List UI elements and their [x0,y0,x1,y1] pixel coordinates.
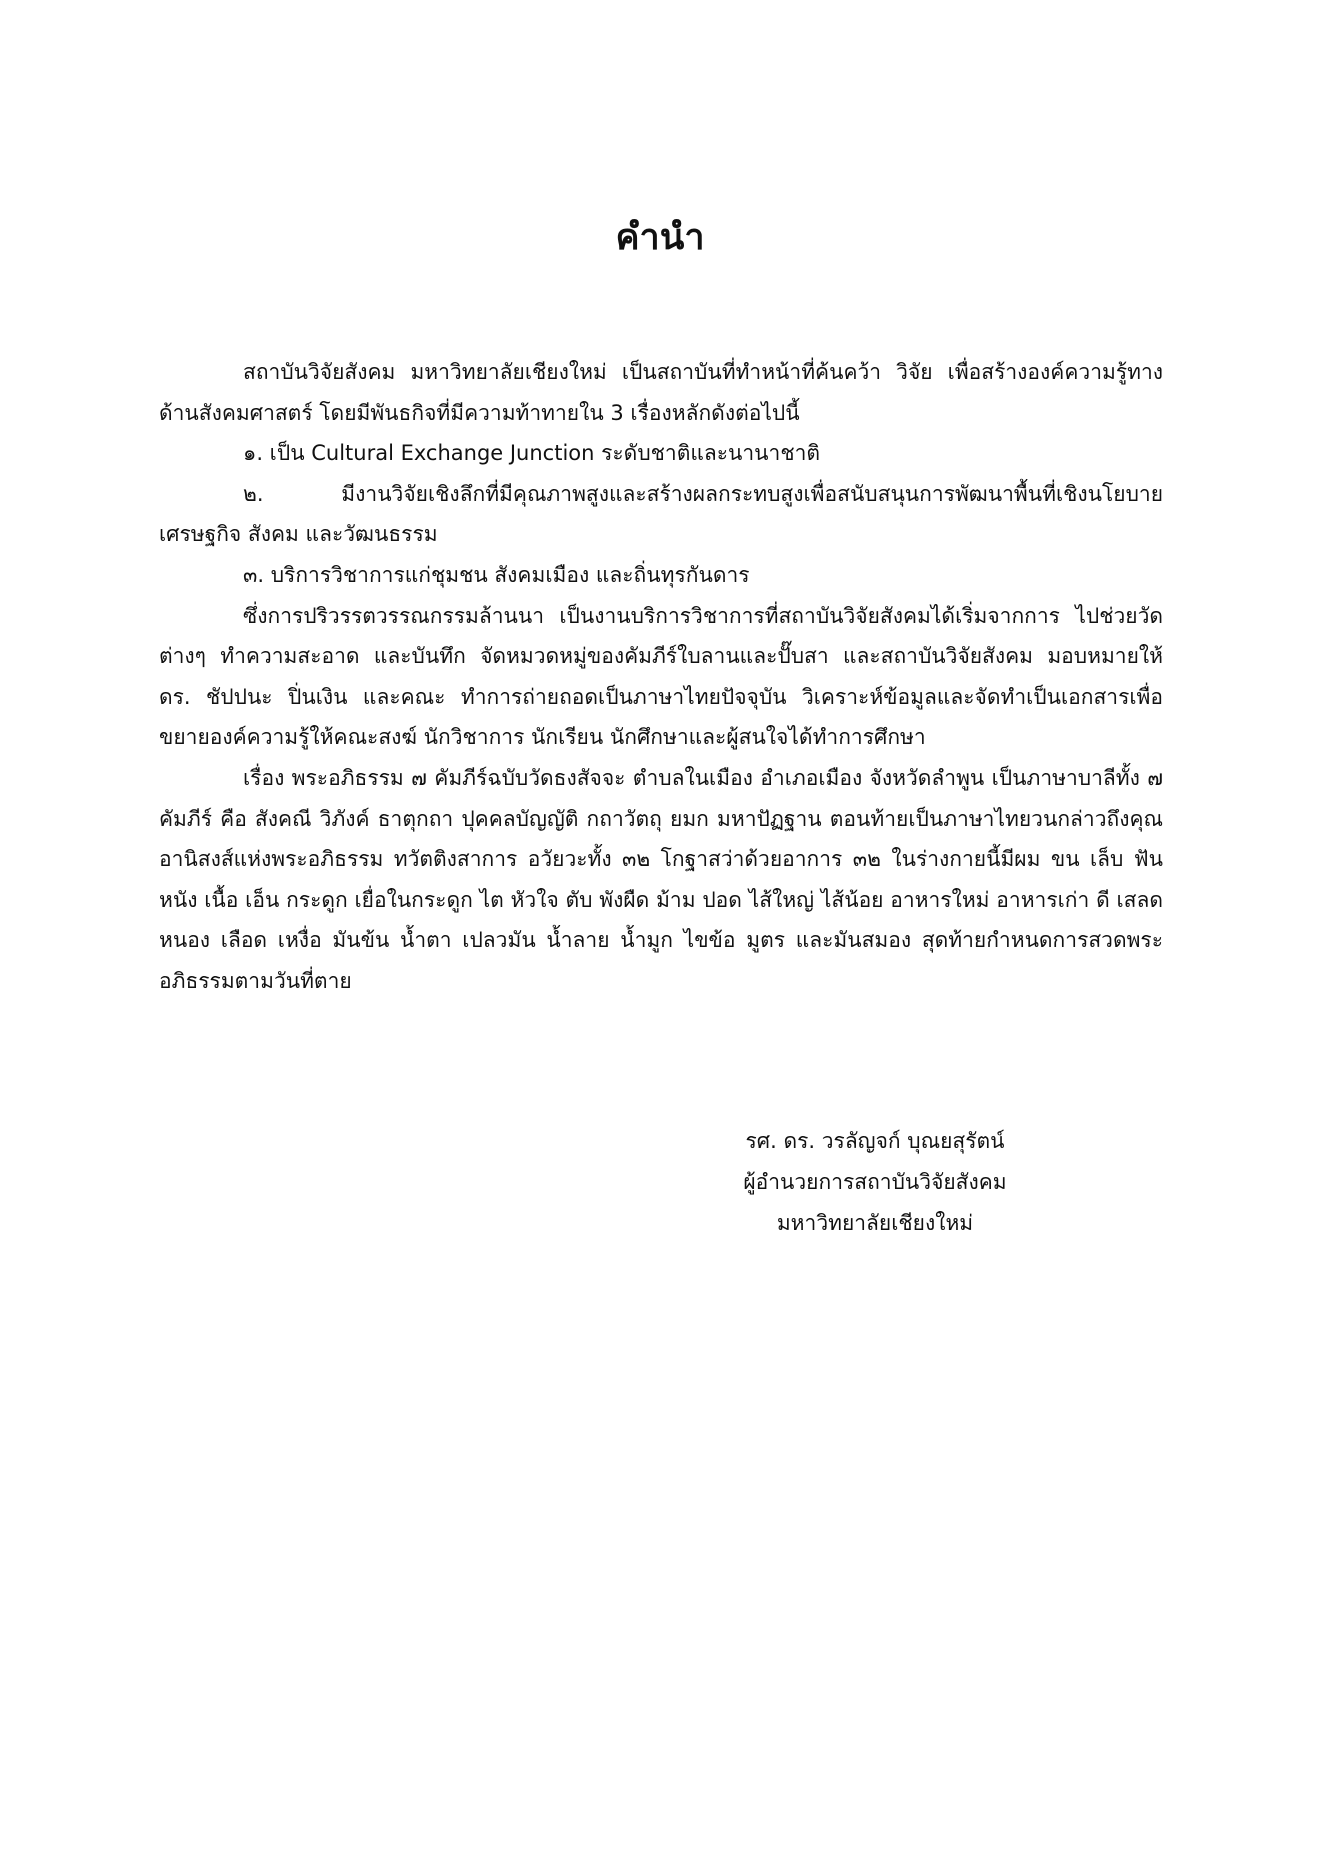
mission-item-2: ๒. มีงานวิจัยเชิงลึกที่มีคุณภาพสูงและสร้างผลกระทบสูงเพื่อสนับสนุนการพัฒนาพื้นที่เชิงนโยบาย เศรษฐกิจ สังคม และวัฒนธรรม [159,481,1163,547]
paragraph-abhidhamma: เรื่อง พระอภิธรรม ๗ คัมภีร์ฉบับวัดธงสัจจะ ตำบลในเมือง อำเภอเมือง จังหวัดลำพูน เป็นภาษาบาลีทั้ง ๗ คัมภีร์ คือ สังคณี วิภังค์ ธาตุกถา ปุคคลบัญญัติ กถาวัตถุ ยมก มหาปัฏฐาน ตอนท้ายเป็นภาษาไทยวนกล่าวถึงคุณอานิสงส์แห่งพระอภิธรรม ทวัตติงสาการ อวัยวะทั้ง ๓๒ โกฐาสว่าด้วยอาการ ๓๒ ในร่างกายนี้มีผม ขน เล็บ ฟัน หนัง เนื้อ เอ็น กระดูก เยื่อในกระดูก ไต หัวใจ ตับ พังผืด ม้าม ปอด ไส้ใหญ่ ไส้น้อย อาหารใหม่ อาหารเก่า ดี เสลด หนอง เลือด เหงื่อ มันข้น น้ำตา เปลวมัน น้ำลาย น้ำมูก ไขข้อ มูตร และมันสมอง สุดท้ายกำหนดการสวดพระอภิธรรมตามวันที่ตาย [159,765,1163,993]
mission-item-1: ๑. เป็น Cultural Exchange Junction ระดับชาติและนานาชาติ [243,441,820,466]
page-title: คำนำ [615,217,705,258]
body-text [159,352,1163,1002]
signatory-name: รศ. ดร. วรลัญจก์ บุณยสุรัตน์ [745,1129,1005,1153]
signatory-position: ผู้อำนวยการสถาบันวิจัยสังคม [743,1170,1007,1194]
signature-block [700,1121,1050,1244]
paragraph-intro: สถาบันวิจัยสังคม มหาวิทยาลัยเชียงใหม่ เป็นสถาบันที่ทำหน้าที่ค้นคว้า วิจัย เพื่อสร้างองค์ความรู้ทางด้านสังคมศาสตร์ โดยมีพันธกิจที่มีความท้าทายใน 3 เรื่องหลักดังต่อไปนี้ [159,360,1163,425]
mission-item-3: ๓. บริการวิชาการแก่ชุมชน สังคมเมือง และถิ่นทุรกันดาร [243,562,750,587]
paragraph-transliteration: ซึ่งการปริวรรตวรรณกรรมล้านนา เป็นงานบริการวิชาการที่สถาบันวิจัยสังคมได้เริ่มจากการ ไปช่วยวัดต่างๆ ทำความสะอาด และบันทึก จัดหมวดหมู่ของคัมภีร์ใบลานและปั๊บสา และสถาบันวิจัยสังคม มอบหมายให้ ดร. ชัปปนะ ปิ่นเงิน และคณะ ทำการถ่ายถอดเป็นภาษาไทยปัจจุบัน วิเคราะห์ข้อมูลและจัดทำเป็นเอกสารเพื่อขยายองค์ความรู้ให้คณะสงฆ์ นักวิชาการ นักเรียน นักศึกษาและผู้สนใจได้ทำการศึกษา [159,603,1163,750]
signatory-organization: มหาวิทยาลัยเชียงใหม่ [776,1211,974,1235]
